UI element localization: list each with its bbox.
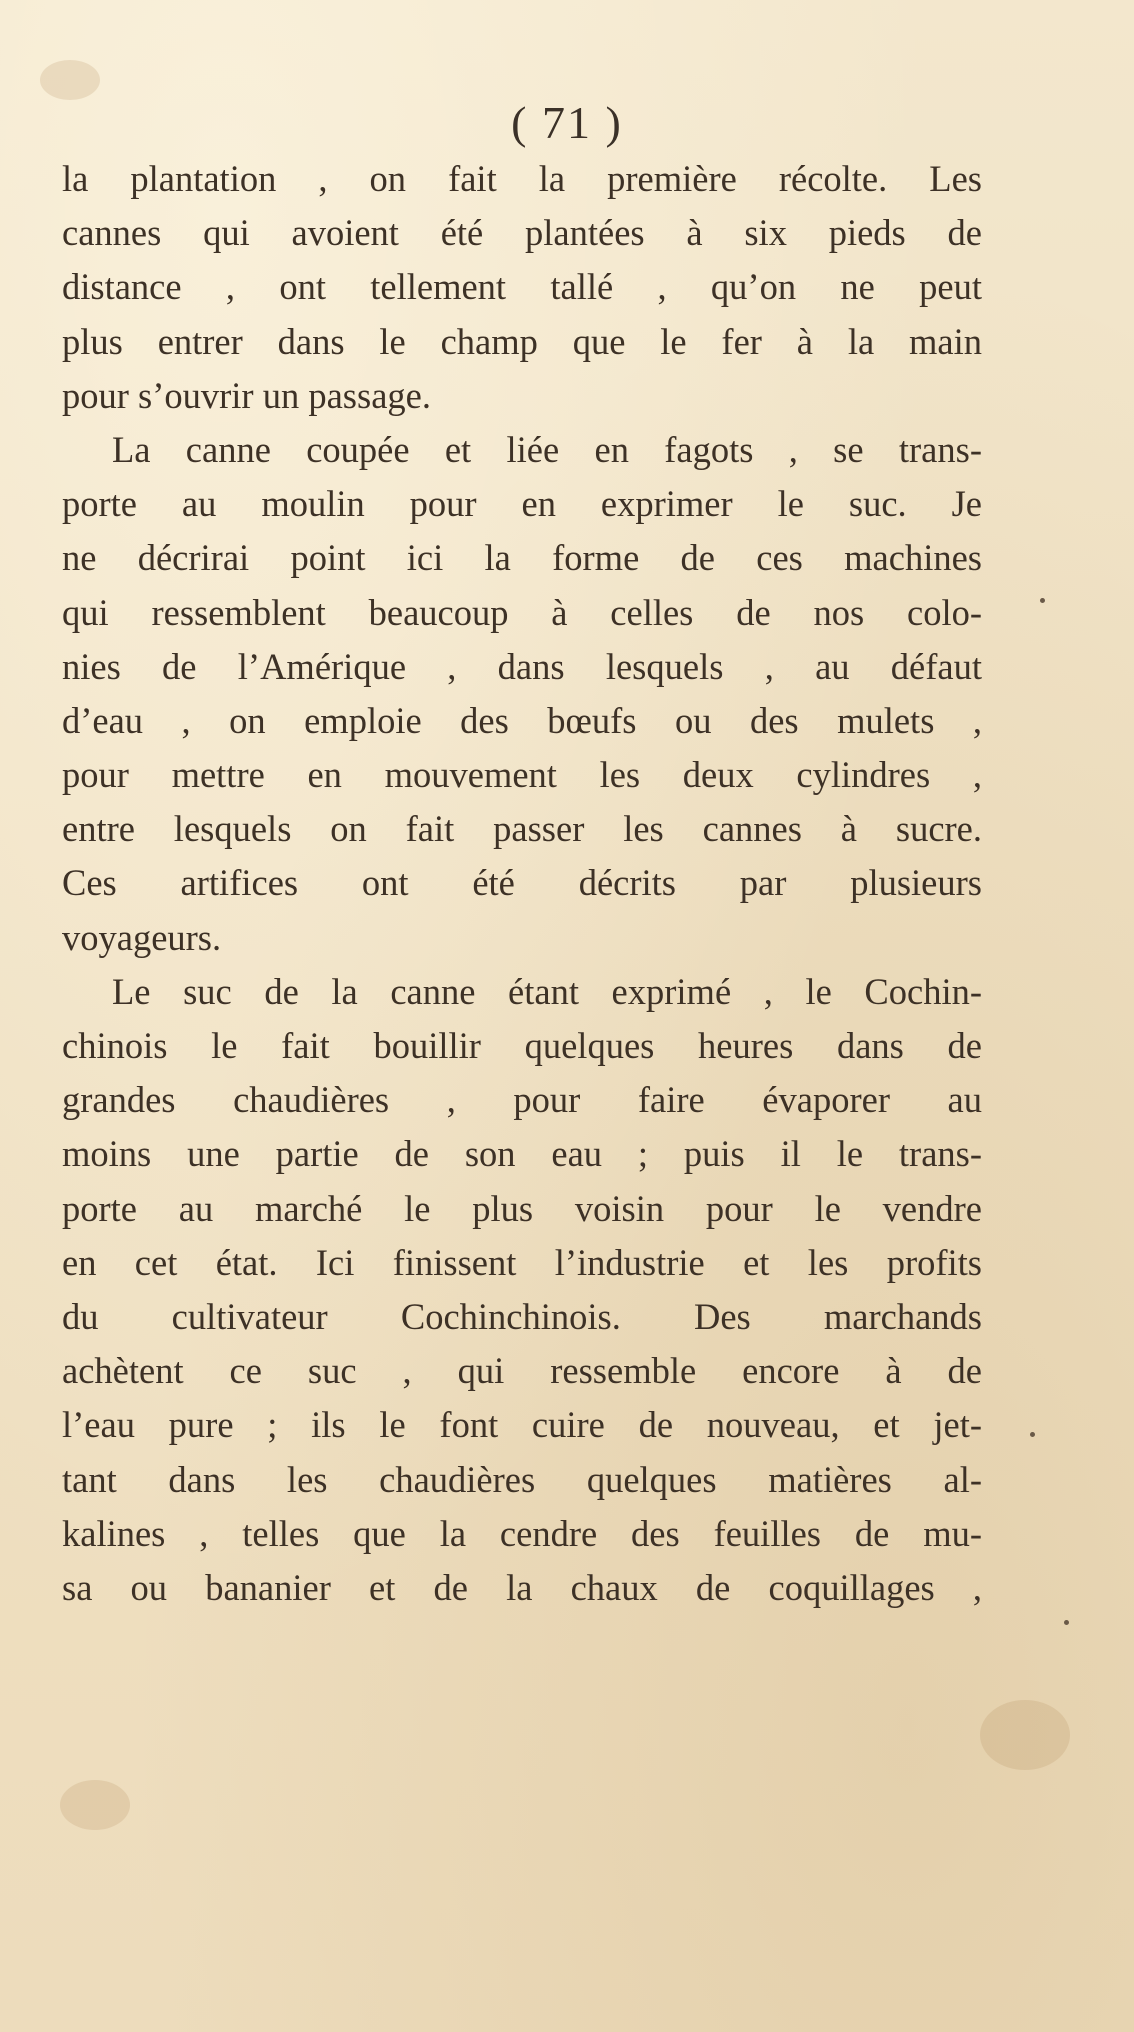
paper-stain (980, 1700, 1070, 1770)
paper-stain (40, 60, 100, 100)
ink-speck (1064, 1620, 1069, 1625)
text-line: pour mettre en mouvement les deux cylindres , (62, 754, 982, 796)
text-line: entre lesquels on fait passer les cannes à sucre. (62, 808, 982, 850)
page-number: ( 71 ) (511, 97, 623, 148)
text-line: en cet état. Ici finissent l’industrie et les profits (62, 1241, 982, 1283)
text-line: kalines , telles que la cendre des feuilles de mu- (62, 1512, 982, 1554)
text-line: voyageurs. (62, 916, 222, 958)
text-line: du cultivateur Cochinchinois. Des marchands (62, 1295, 982, 1337)
text-line: grandes chaudières , pour faire évaporer au (62, 1079, 982, 1121)
text-line: la plantation , on fait la première récolte. Les (62, 158, 982, 199)
ink-speck (1040, 598, 1045, 603)
text-line: nies de l’Amérique , dans lesquels , au défaut (62, 645, 982, 687)
text-line: ne décrirai point ici la forme de ces machines (62, 537, 982, 579)
text-line: La canne coupée et liée en fagots , se trans- (112, 428, 982, 470)
text-line: distance , ont tellement tallé , qu’on ne peut (62, 266, 982, 308)
text-line: qui ressemblent beaucoup à celles de nos colo- (62, 591, 982, 633)
text-line: cannes qui avoient été plantées à six pieds de (62, 212, 982, 254)
text-line: sa ou bananier et de la chaux de coquillages , (62, 1566, 982, 1608)
page-body-text (62, 152, 982, 1615)
text-line: moins une partie de son eau ; puis il le trans- (62, 1133, 982, 1175)
text-line: achètent ce suc , qui ressemble encore à de (62, 1350, 982, 1392)
text-line: l’eau pure ; ils le font cuire de nouveau, et jet- (62, 1404, 982, 1446)
text-line: Le suc de la canne étant exprimé , le Cochin- (112, 970, 982, 1012)
text-line: chinois le fait bouillir quelques heures dans de (62, 1025, 982, 1066)
text-line: pour s’ouvrir un passage. (62, 374, 431, 416)
text-line: tant dans les chaudières quelques matières al- (62, 1458, 982, 1500)
text-line: porte au moulin pour en exprimer le suc. Je (62, 483, 982, 525)
paper-stain (60, 1780, 130, 1830)
text-line: d’eau , on emploie des bœufs ou des mulets , (62, 699, 982, 741)
text-line: Ces artifices ont été décrits par plusieurs (62, 862, 982, 904)
ink-speck (1030, 1432, 1035, 1437)
text-line: porte au marché le plus voisin pour le vendre (62, 1187, 982, 1229)
text-line: plus entrer dans le champ que le fer à la main (62, 320, 982, 362)
